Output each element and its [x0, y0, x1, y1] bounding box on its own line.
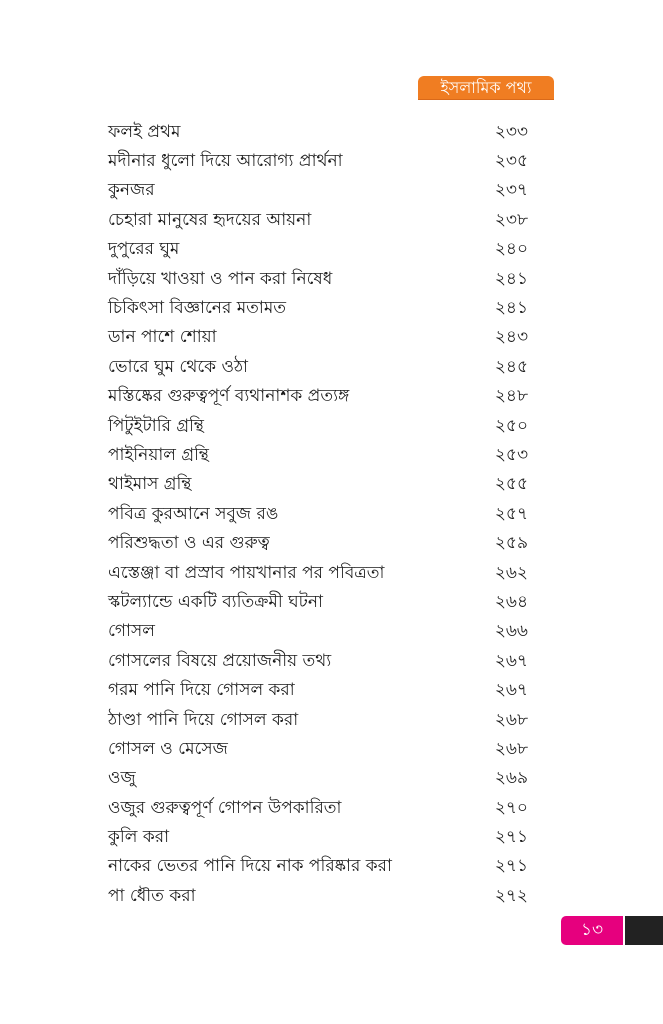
toc-entry-page: ২৬৭ [494, 650, 528, 671]
page-edge-block [625, 916, 663, 945]
toc-entry-title: ওজু [108, 768, 136, 789]
toc-entry-page: ২৬৮ [494, 738, 528, 759]
toc-entry-title: থাইমাস গ্রন্থি [108, 474, 192, 495]
toc-entry-title: মদীনার ধুলো দিয়ে আরোগ্য প্রার্থনা [108, 151, 343, 172]
toc-entry-page: ২৬৪ [494, 591, 528, 612]
toc-entry-title: স্কটল্যান্ডে একটি ব্যতিক্রমী ঘটনা [108, 591, 323, 612]
toc-entry-page: ২৪১ [494, 268, 528, 289]
toc-entry-page: ২৩৩ [494, 121, 528, 142]
toc-entry-title: ঠাণ্ডা পানি দিয়ে গোসল করা [108, 709, 299, 730]
toc-entry-page: ২৭১ [494, 827, 528, 848]
toc-entry-page: ২৬৬ [494, 621, 528, 642]
toc-entry-title: ফলই প্রথম [108, 121, 181, 142]
toc-entry-page: ২৫০ [494, 415, 528, 436]
toc-entry-title: দুপুরের ঘুম [108, 239, 180, 260]
toc-entry-page: ২৭১ [494, 856, 528, 877]
toc-entry [108, 294, 528, 323]
toc-entry-title: ডান পাশে শোয়া [108, 327, 217, 348]
toc-entry-page: ২৪৮ [494, 386, 528, 407]
toc-entry [108, 441, 528, 470]
toc-entry [108, 265, 528, 294]
toc-entry-page: ২৬৮ [494, 709, 528, 730]
toc-entry-title: ওজুর গুরুত্বপূর্ণ গোপন উপকারিতা [108, 797, 342, 818]
toc-entry-title: কুনজর [108, 180, 155, 201]
toc-entry-title: নাকের ভেতর পানি দিয়ে নাক পরিষ্কার করা [108, 856, 392, 877]
toc-entry-page: ২৪৩ [494, 327, 528, 348]
toc-entry-title: পিটুইটারি গ্রন্থি [108, 415, 204, 436]
toc-entry-page: ২৩৮ [494, 209, 528, 230]
toc-entry-page: ২৪৫ [494, 356, 528, 377]
toc-entry-page: ২৭২ [494, 885, 528, 906]
toc-entry [108, 177, 528, 206]
toc-entry-page: ২৫৭ [494, 503, 528, 524]
toc-entry-title: চিকিৎসা বিজ্ঞানের মতামত [108, 298, 287, 319]
table-of-contents [108, 118, 528, 912]
toc-entry-title: এস্তেঞ্জা বা প্রস্রাব পায়খানার পর পবিত্রতা [108, 562, 385, 583]
toc-entry-title: মস্তিষ্কের গুরুত্বপূর্ণ ব্যথানাশক প্রত্যঙ্গ [108, 386, 350, 407]
toc-entry-title: পাইনিয়াল গ্রন্থি [108, 444, 209, 465]
toc-entry-page: ২৩৭ [494, 180, 528, 201]
toc-entry-page: ২৪১ [494, 298, 528, 319]
toc-entry-title: কুলি করা [108, 827, 170, 848]
toc-entry [108, 236, 528, 265]
toc-entry-page: ২৭০ [494, 797, 528, 818]
toc-entry-title: দাঁড়িয়ে খাওয়া ও পান করা নিষেধ [108, 268, 333, 289]
toc-entry [108, 383, 528, 412]
toc-entry [108, 324, 528, 353]
toc-entry-title: গোসলের বিষয়ে প্রয়োজনীয় তথ্য [108, 650, 332, 671]
toc-entry [108, 529, 528, 558]
toc-entry [108, 706, 528, 735]
toc-entry-title: পা ধৌত করা [108, 885, 196, 906]
toc-entry-page: ২৫৯ [494, 533, 528, 554]
toc-entry-page: ২৫৫ [494, 474, 528, 495]
toc-entry-title: চেহারা মানুষের হৃদয়ের আয়না [108, 209, 312, 230]
toc-entry-title: গরম পানি দিয়ে গোসল করা [108, 680, 295, 701]
toc-entry [108, 471, 528, 500]
toc-entry [108, 882, 528, 911]
toc-entry [108, 676, 528, 705]
toc-entry-title: পবিত্র কুরআনে সবুজ রঙ [108, 503, 279, 524]
toc-entry [108, 412, 528, 441]
toc-entry [108, 588, 528, 617]
toc-entry-title: ভোরে ঘুম থেকে ওঠা [108, 356, 248, 377]
toc-entry [108, 647, 528, 676]
toc-entry [108, 559, 528, 588]
toc-entry [108, 794, 528, 823]
toc-entry [108, 147, 528, 176]
toc-entry-title: গোসল ও মেসেজ [108, 738, 228, 759]
toc-entry [108, 206, 528, 235]
toc-entry-title: গোসল [108, 621, 155, 642]
toc-entry [108, 853, 528, 882]
toc-entry [108, 618, 528, 647]
toc-entry-page: ২৬২ [494, 562, 528, 583]
toc-entry [108, 353, 528, 382]
toc-entry-page: ২৬৯ [494, 768, 528, 789]
toc-entry [108, 118, 528, 147]
toc-entry-title: পরিশুদ্ধতা ও এর গুরুত্ব [108, 533, 270, 554]
toc-entry-page: ২৫৩ [494, 444, 528, 465]
toc-entry [108, 823, 528, 852]
toc-entry-page: ২৬৭ [494, 680, 528, 701]
toc-entry-page: ২৩৫ [494, 151, 528, 172]
section-header-badge: ইসলামিক পথ্য [418, 76, 554, 100]
toc-entry-page: ২৪০ [494, 239, 528, 260]
toc-entry [108, 765, 528, 794]
toc-entry [108, 735, 528, 764]
toc-entry [108, 500, 528, 529]
page-number-badge: ১৩ [561, 916, 623, 945]
